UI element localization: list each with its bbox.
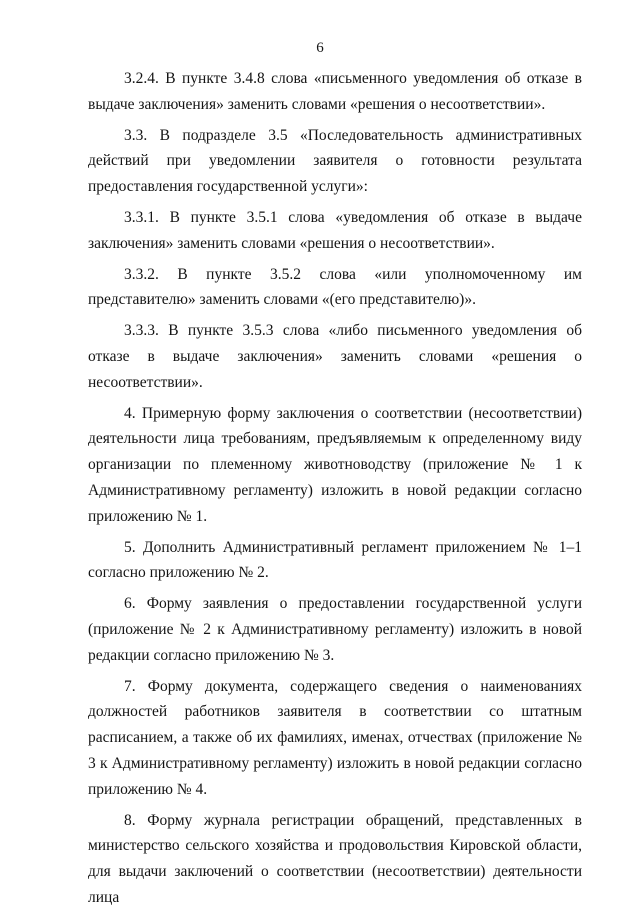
paragraph-3-3-1: 3.3.1. В пункте 3.5.1 слова «уведомления об отказе в выдаче заключения» заменить словами «решения о несоответствии».	[88, 208, 582, 252]
page-number: 6	[316, 40, 324, 56]
paragraph-3-3-2: 3.3.2. В пункте 3.5.2 слова «или уполномоченному им представителю» заменить словами «(его представителю)».	[88, 265, 582, 309]
paragraph-3-3-3: 3.3.3. В пункте 3.5.3 слова «либо письменного уведомления об отказе в выдаче заключения» заменить словами «решения о несоответствии».	[88, 322, 582, 391]
paragraph-8: 8. Форму журнала регистрации обращений, представленных в министерство сельского хозяйства и продовольствия Кировской области, для выдачи заключений о соответствии (несоответствии) деятельности лица	[88, 811, 582, 906]
document-body	[88, 66, 582, 916]
paragraph-5: 5. Дополнить Административный регламент приложением № 1–1 согласно приложению № 2.	[88, 538, 582, 582]
paragraph-3-3: 3.3. В подразделе 3.5 «Последовательность административных действий при уведомлении заявителя о готовности результата предоставления государственной услуги»:	[88, 126, 582, 196]
paragraph-3-2-4: 3.2.4. В пункте 3.4.8 слова «письменного уведомления об отказе в выдаче заключения» заменить словами «решения о несоответствии».	[88, 70, 582, 113]
paragraph-6: 6. Форму заявления о предоставлении государственной услуги (приложение № 2 к Административному регламенту) изложить в новой редакции согласно приложению № 3.	[88, 595, 582, 664]
paragraph-7: 7. Форму документа, содержащего сведения о наименованиях должностей работников заявителя в соответствии со штатным расписанием, а также об их фамилиях, именах, отчествах (приложение № 3 к Административному регламенту) изложить в новой редакции согласно приложению № 4.	[88, 677, 582, 798]
paragraph-4: 4. Примерную форму заключения о соответствии (несоответствии) деятельности лица требованиям, предъявляемым к определенному виду организации по племенному животноводству (приложение № 1 к Административному регламенту) изложить в новой редакции согласно приложению № 1.	[88, 404, 582, 525]
